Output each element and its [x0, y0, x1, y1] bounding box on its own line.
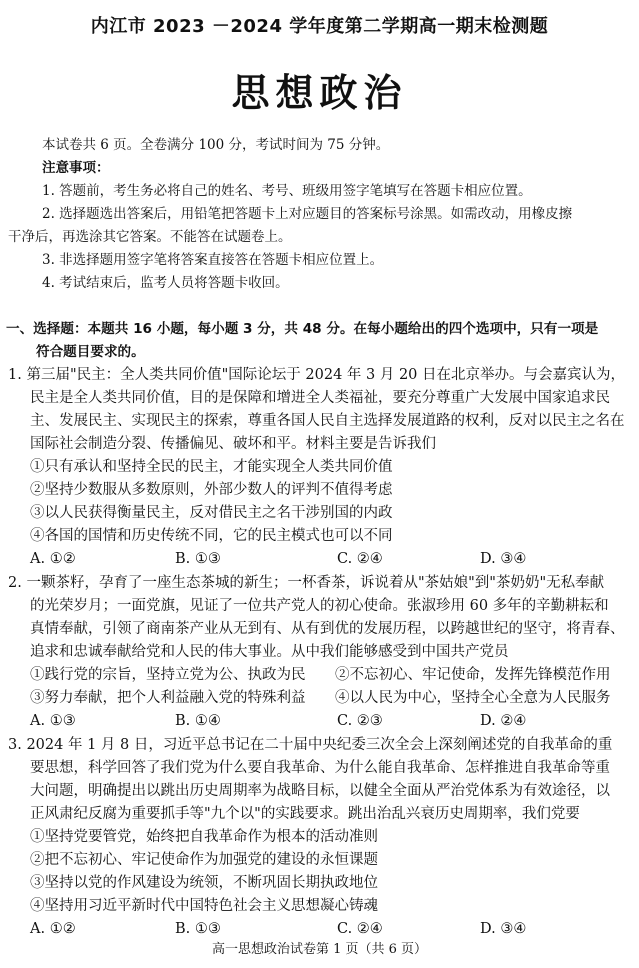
intro-line: 本试卷共 6 页。全卷满分 100 分，考试时间为 75 分钟。: [42, 137, 390, 153]
q3-stem-line: 要思想，科学回答了我们党为什么要自我革命、为什么能自我革命、怎样推进自我革命等重: [30, 760, 610, 776]
q2-statement-2: ②不忘初心、牢记使命，发挥先锋模范作用: [335, 667, 611, 683]
q3-option-d: D. ③④: [480, 921, 527, 937]
q1-option-a: A. ①②: [30, 551, 76, 567]
q1-stem-line: 主、发展民主、实现民主的探索，尊重各国人民自主选择发展道路的权利，反对以民主之名在: [30, 413, 625, 429]
q3-stem-line: 正风肃纪反腐为重要抓手等"九个以"的实践要求。跳出治乱兴衰历史周期率，我们党要: [30, 806, 580, 822]
q2-statement-1: ①践行党的宗旨，坚持立党为公、执政为民: [30, 667, 306, 683]
q2-option-a: A. ①③: [30, 713, 76, 729]
q1-option-b: B. ①③: [175, 551, 221, 567]
q2-option-c: C. ②③: [337, 713, 383, 729]
q2-statement-3: ③努力奉献，把个人利益融入党的特殊利益: [30, 690, 306, 706]
section-heading-cont: 符合题目要求的。: [36, 344, 145, 360]
q3-option-a: A. ①②: [30, 921, 76, 937]
section-heading: 一、选择题：本题共 16 小题，每小题 3 分，共 48 分。在每小题给出的四个选项中，只有一项是: [6, 321, 599, 337]
q1-option-d: D. ③④: [480, 551, 527, 567]
q2-option-b: B. ①④: [175, 713, 221, 729]
q3-stem-line: 大问题，明确提出以跳出历史周期率为战略目标，以健全全面从严治党体系为有效途径，以: [30, 783, 610, 799]
q1-statement-3: ③以人民获得衡量民主，反对借民主之名干涉别国的内政: [30, 505, 393, 521]
exam-title: 内江市 2023 －2024 学年度第二学期高一期末检测题: [90, 16, 549, 37]
notice-item-2: 2. 选择题选出答案后，用铅笔把答题卡上对应题目的答案标号涂黑。如需改动，用橡皮擦: [42, 206, 573, 222]
subject-title: 思想政治: [231, 71, 408, 115]
q3-statement-1: ①坚持党要管党，始终把自我革命作为根本的活动准则: [30, 829, 378, 845]
q1-statement-1: ①只有承认和坚持全民的民主，才能实现全人类共同价值: [30, 459, 393, 475]
notice-item-2-cont: 干净后，再选涂其它答案。不能答在试题卷上。: [8, 229, 292, 245]
q1-stem-line: 1. 第三届"民主：全人类共同价值"国际论坛于 2024 年 3 月 20 日在北京举办。与会嘉宾认为，: [8, 367, 626, 383]
q1-stem-line: 国际社会制造分裂、传播偏见、破坏和平。材料主要是告诉我们: [30, 436, 436, 452]
q1-option-c: C. ②④: [337, 551, 383, 567]
page-footer: 高一思想政治试卷第 1 页（共 6 页）: [211, 942, 428, 957]
q2-option-d: D. ②④: [480, 713, 527, 729]
q3-statement-3: ③坚持以党的作风建设为统领，不断巩固长期执政地位: [30, 875, 378, 891]
notice-item-3: 3. 非选择题用签字笔将答案直接答在答题卡相应位置上。: [42, 252, 384, 268]
q2-statement-4: ④以人民为中心，坚持全心全意为人民服务: [335, 690, 611, 706]
q2-stem-line: 的光荣岁月；一面党旗，见证了一位共产党人的初心使命。张淑珍用 60 多年的辛勤耕耘和: [30, 598, 609, 614]
q2-stem-line: 2. 一颗茶籽，孕育了一座生态茶城的新生；一杯香茶，诉说着从"茶姑娘"到"茶奶奶"无私奉献: [8, 575, 605, 591]
q3-stem-line: 3. 2024 年 1 月 8 日，习近平总书记在二十届中央纪委三次全会上深刻阐述党的自我革命的重: [8, 737, 613, 753]
notice-item-4: 4. 考试结束后，监考人员将答题卡收回。: [42, 275, 289, 291]
q3-option-b: B. ①③: [175, 921, 221, 937]
q2-stem-line: 真情奉献，引领了商南茶产业从无到有、从有到优的发展历程，以跨越世纪的坚守，将青春、: [30, 621, 625, 637]
q1-statement-2: ②坚持少数服从多数原则，外部少数人的评判不值得考虑: [30, 482, 393, 498]
q2-stem-line: 追求和忠诚奉献给党和人民的伟大事业。从中我们能够感受到中国共产党员: [30, 644, 509, 660]
notice-item-1: 1. 答题前，考生务必将自己的姓名、考号、班级用签字笔填写在答题卡相应位置。: [42, 183, 532, 199]
notice-title: 注意事项：: [42, 160, 110, 176]
q3-statement-4: ④坚持用习近平新时代中国特色社会主义思想凝心铸魂: [30, 898, 378, 914]
q3-option-c: C. ②④: [337, 921, 383, 937]
q1-stem-line: 民主是全人类共同价值，目的是保障和增进全人类福祉，要充分尊重广大发展中国家追求民: [30, 390, 610, 406]
q1-statement-4: ④各国的国情和历史传统不同，它的民主模式也可以不同: [30, 528, 393, 544]
q3-statement-2: ②把不忘初心、牢记使命作为加强党的建设的永恒课题: [30, 852, 378, 868]
